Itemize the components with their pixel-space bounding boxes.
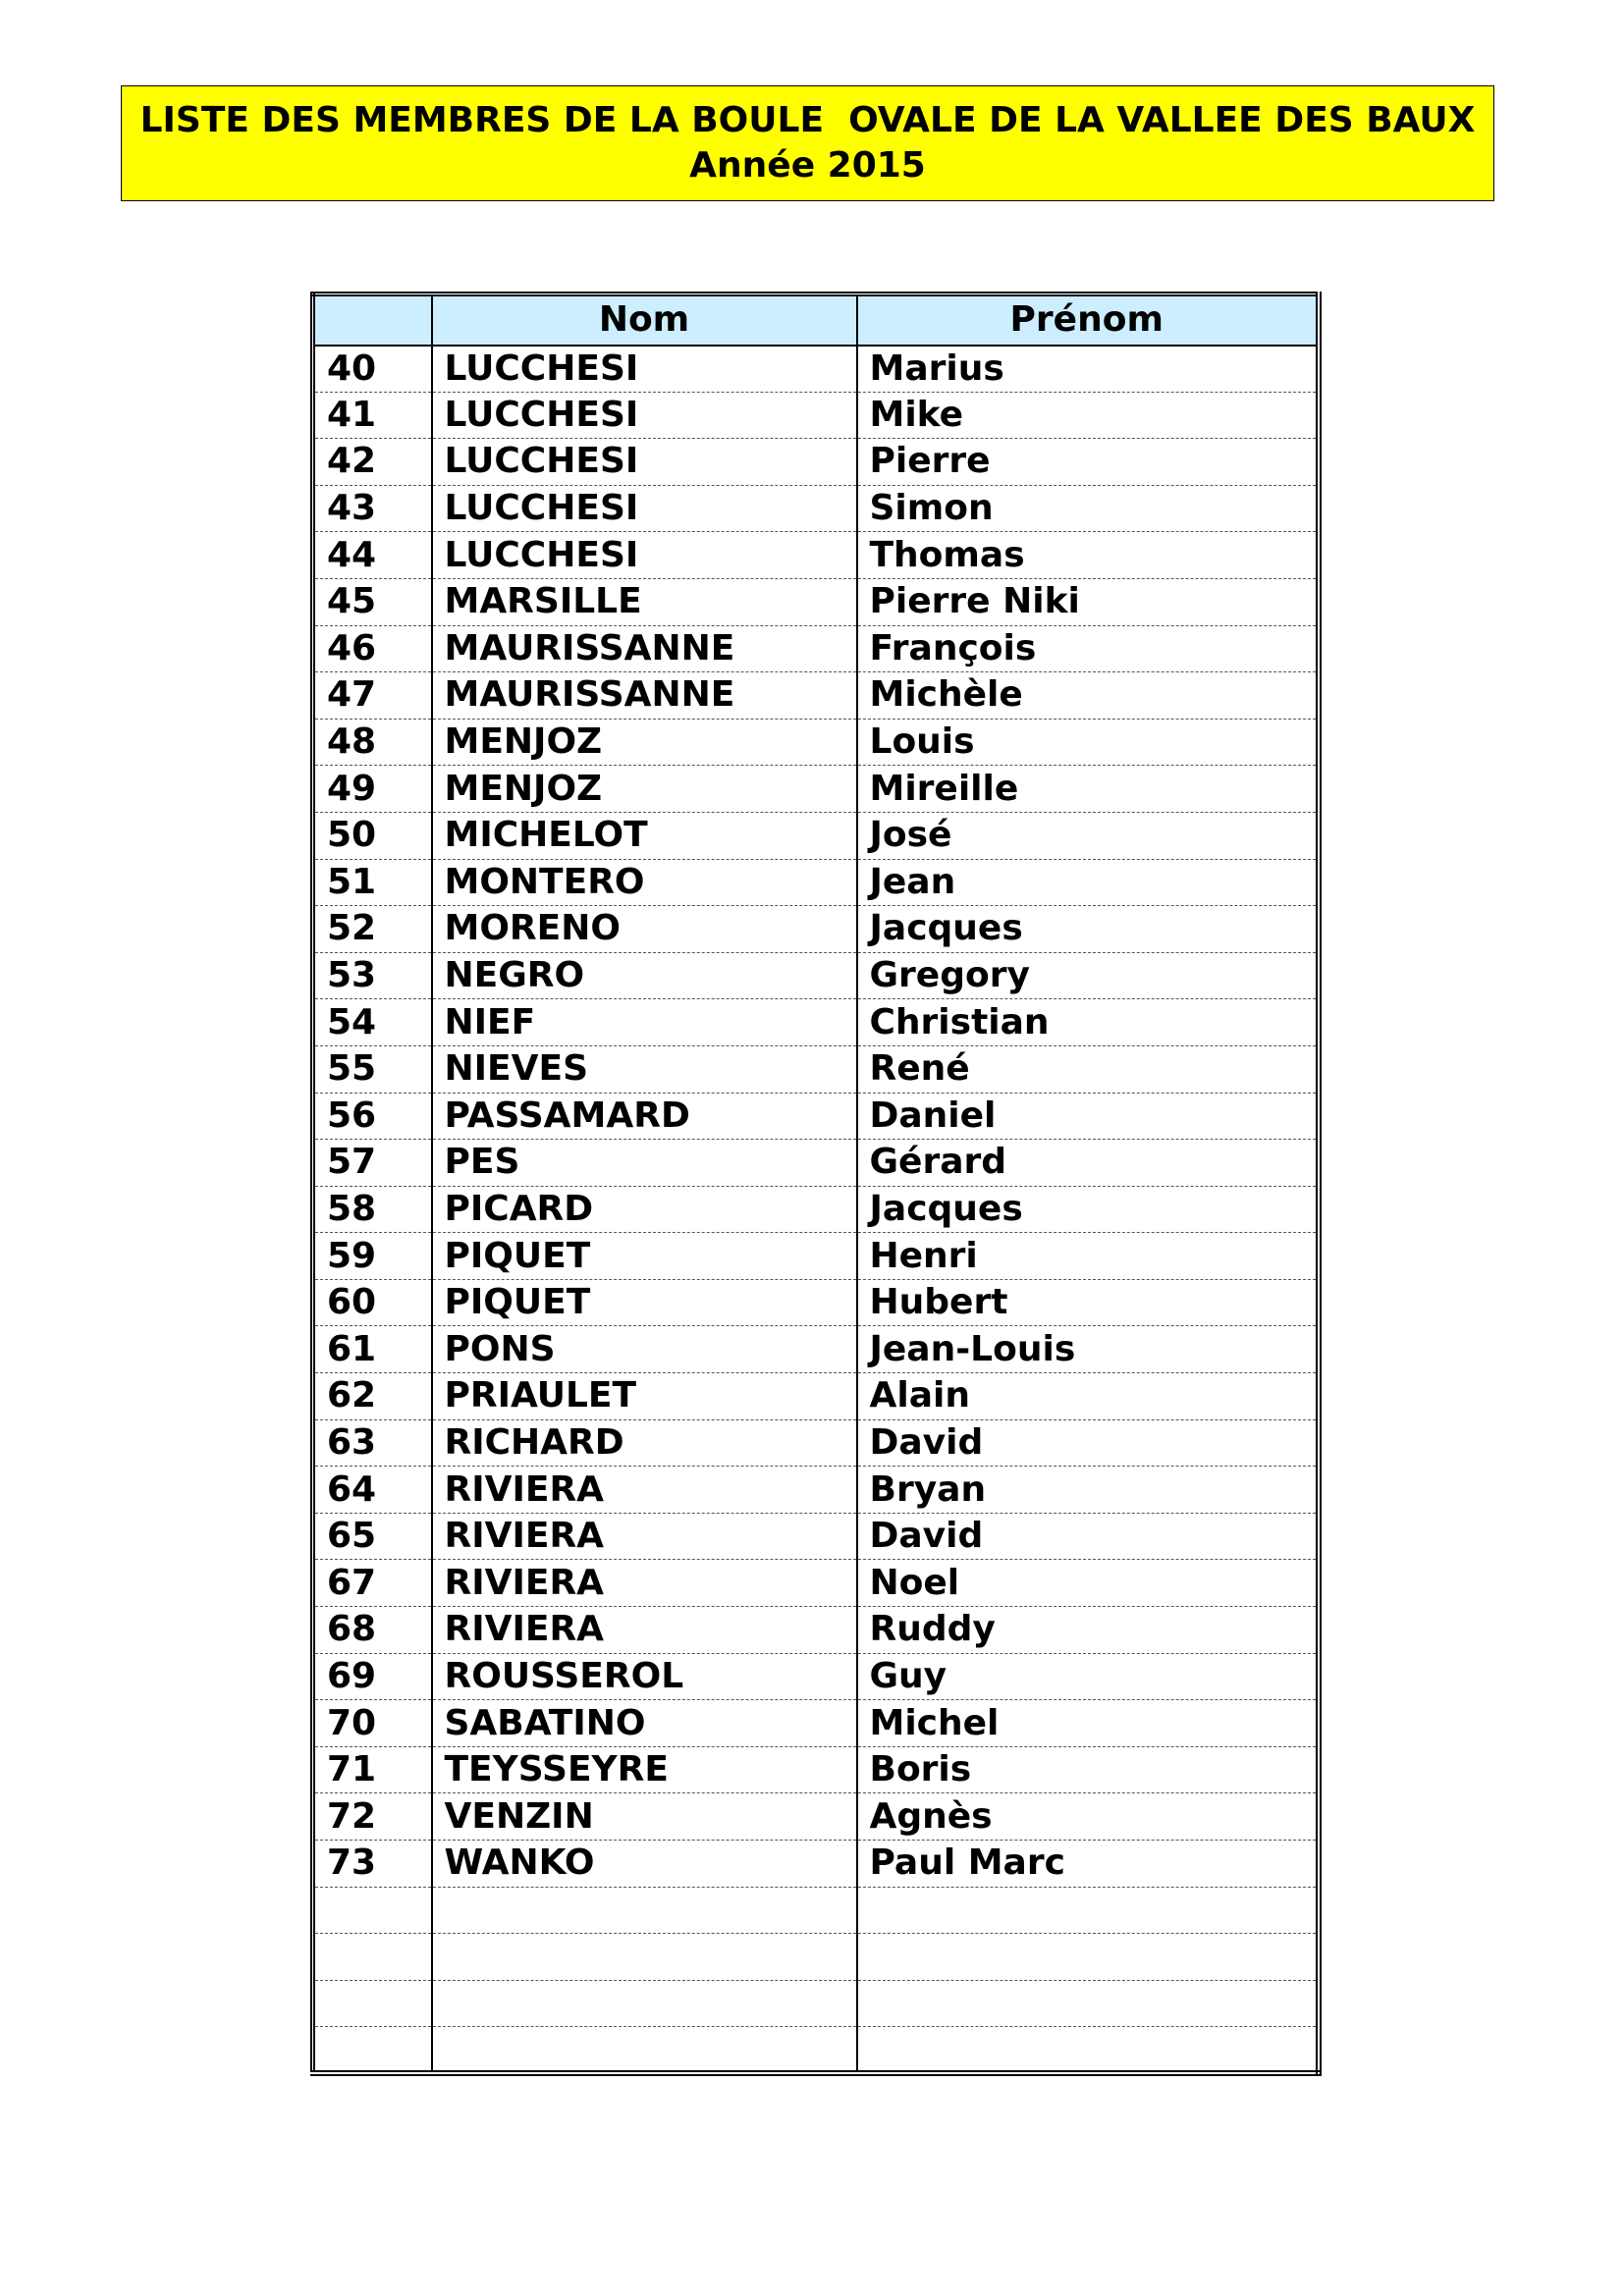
member-prenom: Mike [857, 392, 1320, 439]
member-prenom: Agnès [857, 1793, 1320, 1841]
member-number: 73 [313, 1841, 432, 1888]
table-row [313, 1607, 1320, 1654]
member-prenom: Thomas [857, 532, 1320, 579]
member-nom: LUCCHESI [432, 532, 857, 579]
member-prenom [857, 1980, 1320, 2027]
member-number: 62 [313, 1373, 432, 1420]
table-row [313, 625, 1320, 672]
member-prenom: Bryan [857, 1467, 1320, 1514]
member-number: 43 [313, 485, 432, 532]
member-nom [432, 1887, 857, 1934]
table-header-row [313, 294, 1320, 346]
member-nom: MENJOZ [432, 719, 857, 766]
table-row [313, 1233, 1320, 1280]
member-prenom [857, 1887, 1320, 1934]
table-row [313, 578, 1320, 625]
member-number: 40 [313, 346, 432, 393]
member-nom: TEYSSEYRE [432, 1746, 857, 1793]
table-row [313, 952, 1320, 999]
member-number: 46 [313, 625, 432, 672]
table-row [313, 672, 1320, 720]
member-nom: RIVIERA [432, 1560, 857, 1607]
member-nom: PONS [432, 1326, 857, 1373]
member-number: 69 [313, 1653, 432, 1700]
table-row [313, 1140, 1320, 1187]
member-prenom: Jean [857, 859, 1320, 906]
member-number: 65 [313, 1513, 432, 1560]
member-nom [432, 1934, 857, 1981]
member-number: 45 [313, 578, 432, 625]
member-prenom: François [857, 625, 1320, 672]
member-prenom: Guy [857, 1653, 1320, 1700]
document-title-box [121, 85, 1494, 201]
member-number [313, 1980, 432, 2027]
member-number [313, 1934, 432, 1981]
member-prenom: Gregory [857, 952, 1320, 999]
table-row [313, 1887, 1320, 1934]
member-number: 47 [313, 672, 432, 720]
table-row [313, 1513, 1320, 1560]
table-row [313, 1700, 1320, 1747]
member-number: 61 [313, 1326, 432, 1373]
member-prenom: Henri [857, 1233, 1320, 1280]
table-row [313, 2027, 1320, 2074]
member-number: 42 [313, 439, 432, 486]
member-nom: RIVIERA [432, 1467, 857, 1514]
member-prenom: Paul Marc [857, 1841, 1320, 1888]
member-nom: PICARD [432, 1186, 857, 1233]
member-nom: PIQUET [432, 1279, 857, 1326]
member-number: 72 [313, 1793, 432, 1841]
member-prenom: Michel [857, 1700, 1320, 1747]
member-nom: WANKO [432, 1841, 857, 1888]
member-prenom: Christian [857, 999, 1320, 1046]
member-number: 55 [313, 1045, 432, 1093]
member-number: 63 [313, 1419, 432, 1467]
table-row [313, 1279, 1320, 1326]
member-number: 48 [313, 719, 432, 766]
member-number: 52 [313, 906, 432, 953]
member-prenom: Hubert [857, 1279, 1320, 1326]
member-number: 59 [313, 1233, 432, 1280]
member-prenom: Pierre Niki [857, 578, 1320, 625]
member-prenom: David [857, 1513, 1320, 1560]
member-number: 51 [313, 859, 432, 906]
table-row [313, 1841, 1320, 1888]
member-prenom: Gérard [857, 1140, 1320, 1187]
member-prenom: Daniel [857, 1093, 1320, 1140]
member-nom: NIEVES [432, 1045, 857, 1093]
member-nom: MAURISSANNE [432, 625, 857, 672]
table-row [313, 719, 1320, 766]
member-prenom: David [857, 1419, 1320, 1467]
member-nom: RIVIERA [432, 1607, 857, 1654]
member-number: 68 [313, 1607, 432, 1654]
table-row [313, 1746, 1320, 1793]
table-row [313, 1793, 1320, 1841]
members-table [310, 292, 1322, 2076]
table-row [313, 1934, 1320, 1981]
table-row [313, 1980, 1320, 2027]
table-row [313, 766, 1320, 813]
member-number [313, 2027, 432, 2074]
member-nom: VENZIN [432, 1793, 857, 1841]
member-number: 60 [313, 1279, 432, 1326]
table-row [313, 1093, 1320, 1140]
table-row [313, 392, 1320, 439]
table-row [313, 1560, 1320, 1607]
member-nom: NIEF [432, 999, 857, 1046]
member-prenom: René [857, 1045, 1320, 1093]
member-nom: LUCCHESI [432, 439, 857, 486]
member-prenom: Ruddy [857, 1607, 1320, 1654]
document-title: LISTE DES MEMBRES DE LA BOULE OVALE DE LA VALLEE DES BAUX [139, 100, 1476, 140]
member-nom: MORENO [432, 906, 857, 953]
member-nom: MONTERO [432, 859, 857, 906]
member-nom: PASSAMARD [432, 1093, 857, 1140]
member-prenom: Pierre [857, 439, 1320, 486]
table-row [313, 812, 1320, 859]
member-nom: MICHELOT [432, 812, 857, 859]
table-row [313, 1467, 1320, 1514]
table-row [313, 346, 1320, 393]
member-prenom: Mireille [857, 766, 1320, 813]
member-number: 67 [313, 1560, 432, 1607]
member-number: 41 [313, 392, 432, 439]
document-year: Année 2015 [689, 145, 926, 186]
member-nom: PIQUET [432, 1233, 857, 1280]
member-number: 54 [313, 999, 432, 1046]
member-prenom: Noel [857, 1560, 1320, 1607]
member-prenom: Marius [857, 346, 1320, 393]
table-row [313, 1186, 1320, 1233]
member-prenom: Boris [857, 1746, 1320, 1793]
table-row [313, 1326, 1320, 1373]
member-nom [432, 2027, 857, 2074]
member-number: 58 [313, 1186, 432, 1233]
member-number: 71 [313, 1746, 432, 1793]
member-prenom [857, 2027, 1320, 2074]
member-number [313, 1887, 432, 1934]
table-row [313, 999, 1320, 1046]
member-nom [432, 1980, 857, 2027]
member-number: 50 [313, 812, 432, 859]
table-row [313, 439, 1320, 486]
member-number: 53 [313, 952, 432, 999]
member-number: 57 [313, 1140, 432, 1187]
member-nom: LUCCHESI [432, 392, 857, 439]
member-nom: MARSILLE [432, 578, 857, 625]
member-prenom: Alain [857, 1373, 1320, 1420]
member-nom: MAURISSANNE [432, 672, 857, 720]
member-prenom: Michèle [857, 672, 1320, 720]
member-nom: ROUSSEROL [432, 1653, 857, 1700]
table-row [313, 1045, 1320, 1093]
member-nom: RICHARD [432, 1419, 857, 1467]
member-prenom: Jean-Louis [857, 1326, 1320, 1373]
table-row [313, 1419, 1320, 1467]
member-prenom: Simon [857, 485, 1320, 532]
table-row [313, 1653, 1320, 1700]
member-number: 70 [313, 1700, 432, 1747]
member-prenom: Louis [857, 719, 1320, 766]
member-prenom: Jacques [857, 1186, 1320, 1233]
member-prenom: Jacques [857, 906, 1320, 953]
member-nom: RIVIERA [432, 1513, 857, 1560]
member-nom: LUCCHESI [432, 346, 857, 393]
member-number: 64 [313, 1467, 432, 1514]
header-prenom: Prénom [857, 294, 1320, 346]
member-number: 56 [313, 1093, 432, 1140]
member-nom: MENJOZ [432, 766, 857, 813]
table-row [313, 1373, 1320, 1420]
table-row [313, 532, 1320, 579]
member-prenom [857, 1934, 1320, 1981]
member-prenom: José [857, 812, 1320, 859]
member-nom: PES [432, 1140, 857, 1187]
member-nom: PRIAULET [432, 1373, 857, 1420]
header-nom: Nom [432, 294, 857, 346]
table-row [313, 859, 1320, 906]
header-number [313, 294, 432, 346]
member-nom: LUCCHESI [432, 485, 857, 532]
member-nom: NEGRO [432, 952, 857, 999]
member-number: 44 [313, 532, 432, 579]
table-row [313, 485, 1320, 532]
member-number: 49 [313, 766, 432, 813]
member-nom: SABATINO [432, 1700, 857, 1747]
table-row [313, 906, 1320, 953]
